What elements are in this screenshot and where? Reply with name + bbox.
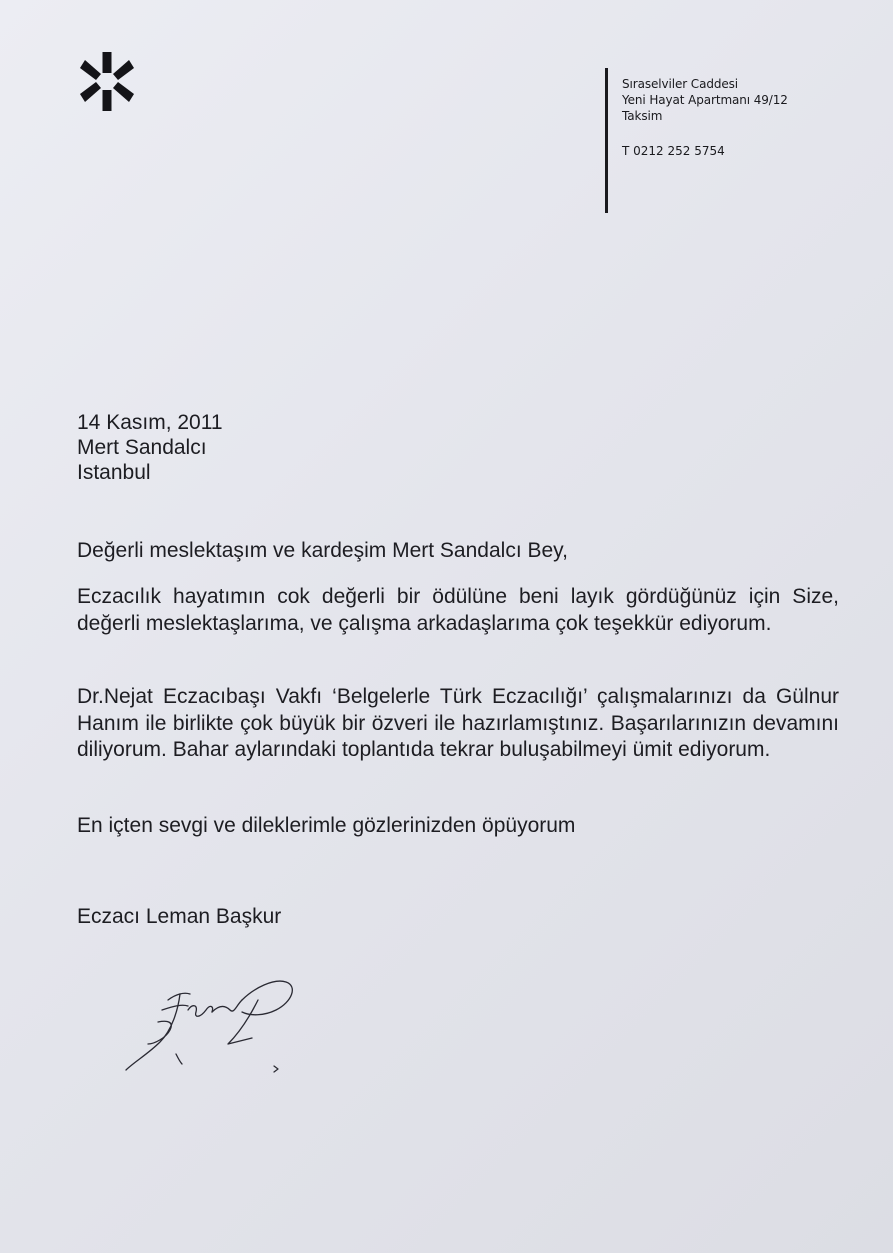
recipient-name: Mert Sandalcı xyxy=(77,436,207,459)
handwritten-signature xyxy=(118,970,308,1080)
signer-name: Eczacı Leman Başkur xyxy=(77,905,282,928)
letter-date: 14 Kasım, 2011 xyxy=(77,411,223,434)
recipient-city: Istanbul xyxy=(77,461,151,484)
address-line: Taksim xyxy=(622,109,663,123)
address-line: Yeni Hayat Apartmanı 49/12 xyxy=(622,93,788,107)
address-line: Sıraselviler Caddesi xyxy=(622,77,739,91)
closing-line: En içten sevgi ve dileklerimle gözlerinizden öpüyorum xyxy=(77,814,576,837)
header-divider xyxy=(605,68,608,213)
recipient-block xyxy=(77,410,223,485)
body-paragraph-1: Eczacılık hayatımın cok değerli bir ödülüne beni layık gördüğünüz için Size, değerli meslektaşlarıma, ve çalışma arkadaşlarıma çok teşekkür ediyorum. xyxy=(77,585,839,635)
asterisk-logo-icon xyxy=(76,50,138,112)
sender-phone: T 0212 252 5754 xyxy=(622,144,725,158)
body-paragraph-2: Dr.Nejat Eczacıbaşı Vakfı ‘Belgelerle Türk Eczacılığı’ çalışmalarınızı da Gülnur Hanım ile birlikte çok büyük bir özveri ile hazırlamıştınız. Başarılarınızın devamını diliyorum. Bahar aylarındaki toplantıda tekrar buluşabilmeyi ümit ediyorum. xyxy=(77,685,839,761)
sender-address xyxy=(622,76,788,124)
salutation: Değerli meslektaşım ve kardeşim Mert Sandalcı Bey, xyxy=(77,539,568,562)
